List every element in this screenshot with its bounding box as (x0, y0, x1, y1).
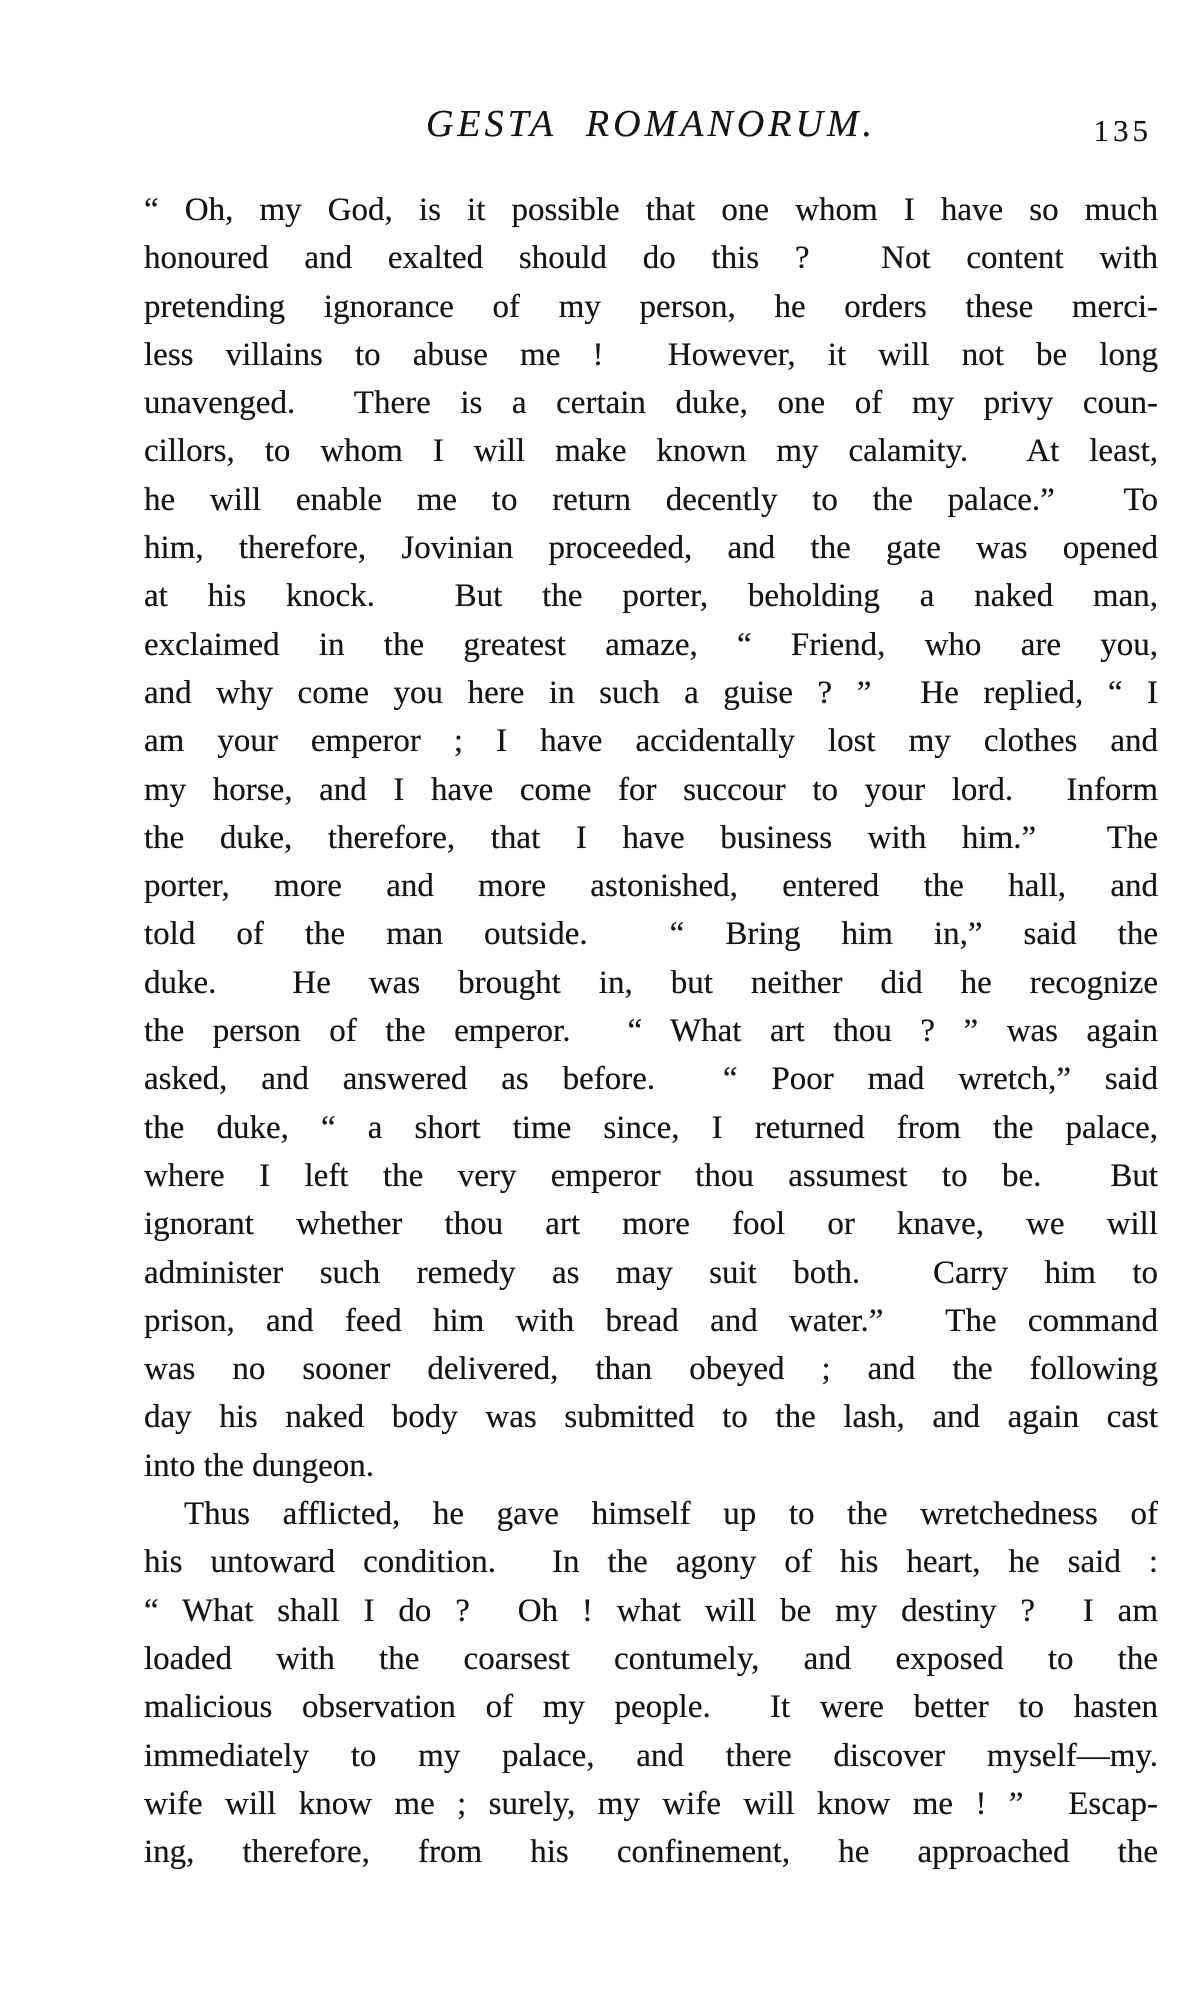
paragraph (144, 186, 1158, 1490)
text-line: him, therefore, Jovinian proceeded, and the gate was opened (144, 530, 1158, 567)
text-line: duke. He was brought in, but neither did he recognize (144, 964, 1158, 1001)
text-line: into the dungeon. (144, 1447, 375, 1484)
text-line: malicious observation of my people. It were better to hasten (144, 1689, 1158, 1726)
text-line: pretending ignorance of my person, he orders these merci- (144, 288, 1158, 325)
text-line: ing, therefore, from his confinement, he approached the (144, 1834, 1158, 1871)
text-line: was no sooner delivered, than obeyed ; and the following (144, 1351, 1158, 1388)
text-line: the duke, therefore, that I have business with him.” The (144, 819, 1158, 856)
body-text (144, 186, 1158, 1876)
text-line: Thus afflicted, he gave himself up to the wretchedness of (184, 1496, 1158, 1533)
text-line: am your emperor ; I have accidentally lost my clothes and (144, 723, 1158, 760)
text-line: where I left the very emperor thou assumest to be. But (144, 1157, 1158, 1194)
text-line: prison, and feed him with bread and water.” The command (144, 1302, 1158, 1339)
text-line: administer such remedy as may suit both. Carry him to (144, 1254, 1158, 1291)
page-number: 135 (1093, 113, 1152, 148)
text-line: unavenged. There is a certain duke, one of my privy coun- (144, 385, 1158, 422)
text-line: cillors, to whom I will make known my calamity. At least, (144, 433, 1158, 470)
text-line: porter, more and more astonished, entered the hall, and (144, 868, 1158, 905)
text-line: wife will know me ; surely, my wife will know me ! ” Escap- (144, 1785, 1158, 1822)
text-line: exclaimed in the greatest amaze, “ Friend, who are you, (144, 626, 1158, 663)
text-line: immediately to my palace, and there discover myself—my. (144, 1737, 1158, 1774)
text-line: loaded with the coarsest contumely, and exposed to the (144, 1640, 1158, 1677)
text-line: and why come you here in such a guise ? ” He replied, “ I (144, 674, 1158, 711)
text-line: my horse, and I have come for succour to your lord. Inform (144, 771, 1158, 808)
text-line: “ Oh, my God, is it possible that one whom I have so much (144, 192, 1158, 228)
text-line: he will enable me to return decently to the palace.” To (144, 481, 1158, 518)
text-line: the duke, “ a short time since, I returned from the palace, (144, 1109, 1158, 1146)
text-line: his untoward condition. In the agony of his heart, he said : (144, 1544, 1158, 1581)
text-line: ignorant whether thou art more fool or knave, we will (144, 1206, 1158, 1243)
text-line: honoured and exalted should do this ? Not content with (144, 240, 1158, 277)
page-title: GESTA ROMANORUM. (425, 103, 877, 145)
text-line: “ What shall I do ? Oh ! what will be my destiny ? I am (144, 1592, 1158, 1629)
paragraph (144, 1490, 1158, 1876)
text-line: asked, and answered as before. “ Poor mad wretch,” said (144, 1061, 1158, 1098)
text-line: told of the man outside. “ Bring him in,” said the (144, 916, 1158, 953)
text-line: at his knock. But the porter, beholding a naked man, (144, 578, 1158, 615)
page-header (144, 0, 1158, 170)
text-line: the person of the emperor. “ What art thou ? ” was again (144, 1013, 1158, 1050)
text-line: day his naked body was submitted to the lash, and again cast (144, 1399, 1158, 1436)
text-line: less villains to abuse me ! However, it will not be long (144, 336, 1158, 373)
